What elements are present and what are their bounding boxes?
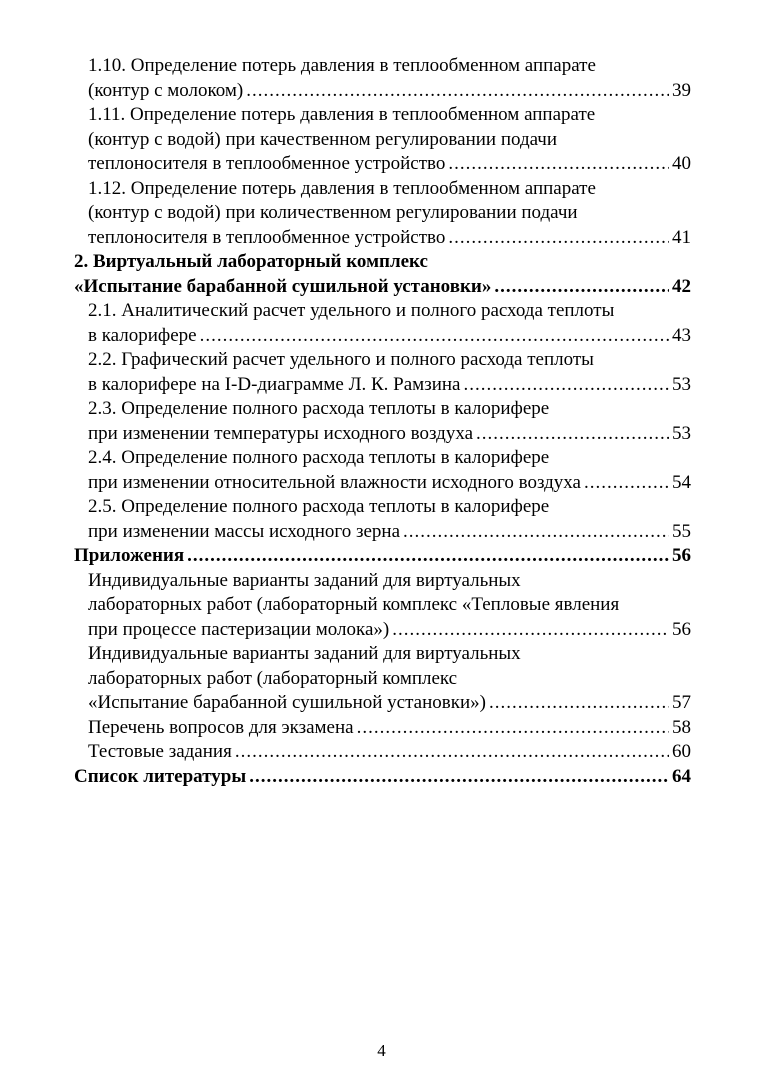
- toc-entry-title: «Испытание барабанной сушильной установки»: [74, 275, 492, 297]
- toc-entry-page: 53: [672, 373, 691, 395]
- toc-entry-title: (контур с молоком): [88, 79, 244, 101]
- toc-entry-leader-line: [88, 373, 691, 398]
- toc-entry-title: в калорифере: [88, 324, 197, 346]
- toc-entry-page: 54: [672, 471, 691, 493]
- dot-leader: [246, 79, 669, 104]
- toc-entry-page: 40: [672, 153, 691, 174]
- toc-entry-leader-line: [88, 226, 691, 251]
- toc-entry[interactable]: [74, 495, 691, 544]
- toc-entry-leader-line: [88, 471, 691, 496]
- toc-entry-page: 39: [672, 79, 691, 101]
- toc-entry-page: 41: [672, 226, 691, 248]
- dot-leader: [235, 740, 669, 765]
- toc-entry-leader-line: [88, 740, 691, 765]
- toc-entry-leader-line: [88, 618, 691, 643]
- dot-leader: [494, 275, 669, 300]
- toc-entry-line: 2.4. Определение полного расхода теплоты в калорифере: [88, 447, 550, 468]
- toc-entry-title: при изменении массы исходного зерна: [88, 520, 401, 542]
- toc-entry[interactable]: [74, 348, 691, 397]
- toc-entry-page: 42: [672, 275, 691, 297]
- toc-entry[interactable]: [74, 740, 691, 765]
- toc-entry[interactable]: [74, 446, 691, 495]
- toc-entry-line: 1.10. Определение потерь давления в теплообменном аппарате: [88, 55, 596, 76]
- toc-entry[interactable]: [74, 54, 691, 103]
- toc-entry-leader-line: [88, 79, 691, 104]
- toc-entry[interactable]: [74, 544, 691, 569]
- toc-entry[interactable]: [74, 250, 691, 299]
- toc-entry-title: Список литературы: [74, 765, 247, 787]
- toc-entry-page: 56: [672, 545, 691, 566]
- toc-entry-line: 1.12. Определение потерь давления в теплообменном аппарате: [88, 177, 596, 199]
- toc-entry-leader-line: [88, 422, 691, 447]
- toc-entry-line: 2.2. Графический расчет удельного и полного расхода теплоты: [88, 349, 594, 370]
- toc-entry-line: Индивидуальные варианты заданий для виртуальных: [88, 643, 521, 664]
- table-of-contents: [74, 54, 691, 789]
- toc-entry-page: 43: [672, 324, 691, 346]
- toc-entry[interactable]: [74, 642, 691, 716]
- toc-entry-page: 58: [672, 716, 691, 738]
- toc-entry-line: лабораторных работ (лабораторный комплекс «Тепловые явления: [88, 594, 620, 615]
- toc-entry-page: 55: [672, 520, 691, 542]
- toc-entry-leader-line: [88, 324, 691, 349]
- dot-leader: [357, 716, 669, 741]
- toc-entry-line: 2. Виртуальный лабораторный комплекс: [74, 251, 428, 272]
- dot-leader: [489, 691, 669, 716]
- toc-entry[interactable]: [74, 716, 691, 741]
- dot-leader: [249, 765, 669, 790]
- toc-entry-page: 64: [672, 765, 691, 787]
- toc-entry-title: Тестовые задания: [88, 741, 232, 762]
- toc-entry-line: 1.11. Определение потерь давления в теплообменном аппарате: [88, 104, 596, 125]
- toc-entry-leader-line: [74, 765, 691, 790]
- toc-entry-line: (контур с водой) при количественном регулировании подачи: [88, 202, 578, 223]
- toc-entry-leader-line: [88, 152, 691, 177]
- toc-entry-title: Приложения: [74, 545, 185, 566]
- toc-entry-title: при изменении относительной влажности исходного воздуха: [88, 471, 581, 493]
- page-number: 4: [377, 1041, 386, 1060]
- dot-leader: [463, 373, 669, 398]
- dot-leader: [200, 324, 669, 349]
- toc-entry-line: 2.3. Определение полного расхода теплоты в калорифере: [88, 398, 550, 419]
- toc-entry-title: теплоносителя в теплообменное устройство: [88, 153, 446, 174]
- toc-entry[interactable]: [74, 397, 691, 446]
- dot-leader: [403, 520, 669, 545]
- dot-leader: [187, 544, 669, 569]
- toc-entry[interactable]: [74, 765, 691, 790]
- dot-leader: [584, 471, 669, 496]
- toc-entry-leader-line: [74, 275, 691, 300]
- toc-entry-leader-line: [88, 691, 691, 716]
- toc-entry[interactable]: [74, 177, 691, 251]
- dot-leader: [392, 618, 669, 643]
- toc-entry-line: 2.1. Аналитический расчет удельного и полного расхода теплоты: [88, 300, 615, 321]
- toc-entry-line: лабораторных работ (лабораторный комплекс: [88, 667, 458, 689]
- toc-entry[interactable]: [74, 299, 691, 348]
- toc-entry-title: при изменении температуры исходного воздуха: [88, 422, 474, 444]
- toc-entry-line: 2.5. Определение полного расхода теплоты в калорифере: [88, 496, 550, 517]
- toc-entry-line: Индивидуальные варианты заданий для виртуальных: [88, 569, 521, 591]
- toc-entry-page: 53: [672, 422, 691, 444]
- toc-entry-title: при процессе пастеризации молока»): [88, 618, 390, 640]
- toc-entry-title: в калорифере на I-D-диаграмме Л. К. Рамзина: [88, 373, 461, 395]
- dot-leader: [448, 226, 669, 251]
- toc-entry-title: Перечень вопросов для экзамена: [88, 716, 354, 738]
- dot-leader: [476, 422, 669, 447]
- toc-entry[interactable]: [74, 569, 691, 643]
- dot-leader: [448, 152, 669, 177]
- toc-entry-page: 57: [672, 692, 691, 713]
- toc-entry-leader-line: [88, 520, 691, 545]
- toc-entry-leader-line: [88, 716, 691, 741]
- toc-entry-title: теплоносителя в теплообменное устройство: [88, 226, 446, 248]
- toc-entry-title: «Испытание барабанной сушильной установки»): [88, 692, 486, 713]
- toc-entry[interactable]: [74, 103, 691, 177]
- toc-entry-line: (контур с водой) при качественном регулировании подачи: [88, 128, 558, 150]
- toc-entry-page: 60: [672, 741, 691, 762]
- toc-entry-page: 56: [672, 618, 691, 640]
- toc-entry-leader-line: [74, 544, 691, 569]
